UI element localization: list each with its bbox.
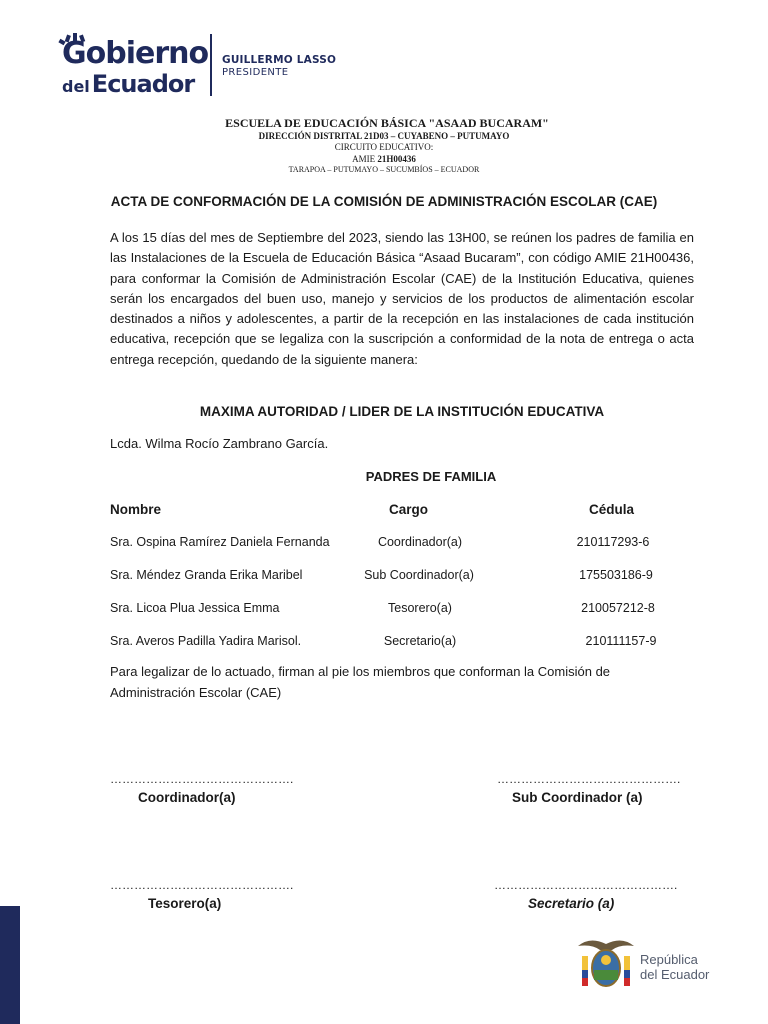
logo-line-1: Gobierno	[62, 36, 209, 71]
coat-of-arms-icon	[576, 932, 636, 996]
member-role: Sub Coordinador(a)	[364, 568, 474, 582]
document-title: ACTA DE CONFORMACIÓN DE LA COMISIÓN DE ADMINISTRACIÓN ESCOLAR (CAE)	[110, 194, 658, 209]
footer-left-bar	[0, 906, 20, 1024]
amie-code: 21H00436	[377, 153, 416, 164]
table-row	[110, 535, 670, 555]
school-amie	[0, 154, 768, 165]
school-location: TARAPOA – PUTUMAYO – SUCUMBÍOS – ECUADOR	[288, 164, 480, 174]
member-name: Sra. Ospina Ramírez Daniela Fernanda	[110, 535, 330, 549]
signature-line-coordinator: ……………………………………….	[110, 772, 294, 786]
member-role: Tesorero(a)	[388, 601, 452, 615]
school-circuit: CIRCUITO EDUCATIVO:	[334, 142, 434, 153]
member-id: 210117293-6	[576, 535, 650, 549]
closing-paragraph: Para legalizar de lo actuado, firman al pie los miembros que conforman la Comisión de Administración Escolar (CAE)	[110, 664, 611, 700]
republica-text	[640, 952, 709, 982]
authority-name: Lcda. Wilma Rocío Zambrano García.	[110, 436, 329, 451]
member-id: 210057212-8	[581, 601, 655, 615]
member-name: Sra. Averos Padilla Yadira Marisol.	[110, 634, 302, 648]
intro-paragraph: A los 15 días del mes de Septiembre del 2023, siendo las 13H00, se reúnen los padres de familia en las Instalaciones de la Escuela de Educación Básica “Asaad Bucaram”, con código AMIE 21H00436, para conformar la Comisión de Administración Escolar (CAE) de la Institución Educativa, quienes serán los encargados del buen uso, manejo y servicios de los productos de alimentación escolar destinados a niños y adolescentes, a partir de la recepción en las instalaciones de cada institución educativa, recepción que se legaliza con la suscripción a conformidad de la nota de entrega o acta entrega recepción, quedando de la siguiente manera:	[110, 230, 694, 367]
gobierno-logo	[56, 32, 209, 104]
header-nombre: Nombre	[110, 502, 162, 517]
logo-del: del	[62, 77, 90, 96]
member-name: Sra. Licoa Plua Jessica Emma	[110, 601, 280, 615]
president-block	[222, 54, 336, 78]
header-cedula: Cédula	[589, 502, 635, 517]
table-row	[110, 601, 670, 621]
republica-line-1: República	[640, 952, 698, 967]
signature-secretary: Secretario (a)	[528, 896, 615, 911]
republica-line-2: del Ecuador	[640, 967, 710, 982]
signature-line-subcoordinator: ……………………………………….	[497, 772, 681, 786]
member-name: Sra. Méndez Granda Erika Maribel	[110, 568, 303, 582]
school-district: DIRECCIÓN DISTRITAL 21D03 – CUYABENO – PUTUMAYO	[258, 131, 510, 141]
member-role: Coordinador(a)	[377, 535, 463, 549]
logo-line-2	[62, 70, 194, 98]
header-cargo: Cargo	[389, 502, 429, 517]
republica-logo	[576, 932, 726, 996]
logo-ecuador: Ecuador	[91, 70, 195, 98]
header-divider	[210, 34, 212, 96]
signature-coordinator: Coordinador(a)	[138, 790, 236, 805]
table-row	[110, 634, 670, 654]
amie-label: AMIE	[352, 153, 376, 164]
table-row	[110, 568, 670, 588]
school-name: ESCUELA DE EDUCACIÓN BÁSICA "ASAAD BUCARAM"	[225, 116, 549, 130]
school-header	[0, 116, 768, 175]
member-role: Secretario(a)	[383, 634, 457, 648]
member-id: 210111157-9	[585, 634, 657, 648]
authority-heading: MAXIMA AUTORIDAD / LIDER DE LA INSTITUCIÓN EDUCATIVA	[199, 404, 605, 419]
signature-line-treasurer: ……………………………………….	[110, 878, 294, 892]
president-title: PRESIDENTE	[222, 67, 289, 78]
signature-line-secretary: ……………………………………….	[494, 878, 678, 892]
parents-heading: PADRES DE FAMILIA	[365, 469, 497, 484]
member-id: 175503186-9	[579, 568, 653, 582]
president-name: GUILLERMO LASSO	[222, 54, 337, 66]
signature-subcoordinator: Sub Coordinador (a)	[512, 790, 643, 805]
signature-treasurer: Tesorero(a)	[148, 896, 222, 911]
